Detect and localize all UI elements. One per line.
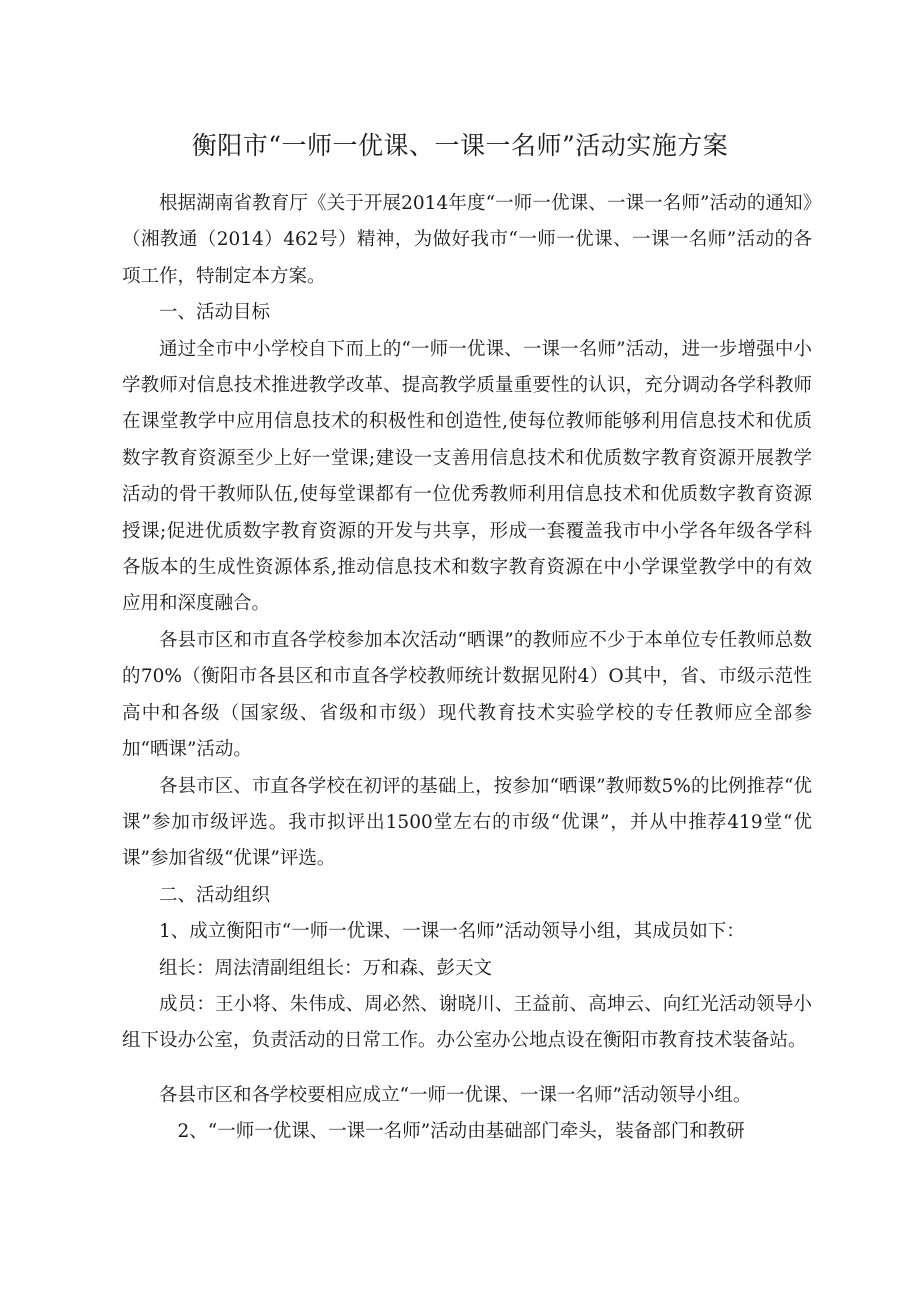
paragraph-goals: 通过全市中小学校自下而上的“一师一优课、一课一名师”活动，进一步增强中小学教师对信息技术推进教学改革、提高教学质量重要性的认识，充分调动各学科教师在课堂教学中应用信息技术的积极性和创造性,使每位教师能够利用信息技术和优质数字教育资源至少上好一堂课;建设一支善用信息技术和优质数字教育资源开展教学活动的骨干教师队伍,使每堂课都有一位优秀教师利用信息技术和优质数字教育资源授课;促进优质数字教育资源的开发与共享，形成一套覆盖我市中小学各年级各学科各版本的生成性资源体系,推动信息技术和数字教育资源在中小学课堂教学中的有效应用和深度融合。: [122, 338, 812, 615]
section-heading-goals: 一、活动目标: [159, 302, 271, 324]
paragraph-group-leaders: 组长：周法清副组组长：万和森、彭天文: [159, 957, 493, 979]
paragraph-members: 成员：王小将、朱伟成、周必然、谢晓川、王益前、高坤云、向红光活动领导小组下设办公室，负责活动的日常工作。办公室办公地点设在衡阳市教育技术装备站。: [122, 993, 812, 1052]
paragraph-departments: 2、“一师一优课、一课一名师”活动由基础部门牵头，装备部门和教研: [177, 1121, 745, 1143]
paragraph-participation: 各县市区和市直各学校参加本次活动“晒课”的教师应不少于本单位专任教师总数的70%（衡阳市各县区和市直各学校教师统计数据见附4）O其中，省、市级示范性高中和各级（国家级、省级和市级）现代教育技术实验学校的专任教师应全部参加“晒课”活动。: [122, 629, 812, 761]
paragraph-intro: 根据湖南省教育厅《关于开展2014年度“一师一优课、一课一名师”活动的通知》（湘教通（2014）462号）精神，为做好我市“一师一优课、一课一名师”活动的各项工作，特制定本方案。: [122, 193, 812, 287]
document-body: [122, 186, 812, 1151]
document-title: 衡阳市“一师一优课、一课一名师”活动实施方案: [191, 131, 729, 160]
paragraph-local-groups: 各县市区和各学校要相应成立“一师一优课、一课一名师”活动领导小组。: [159, 1084, 752, 1106]
section-heading-organization: 二、活动组织: [159, 884, 271, 906]
paragraph-leadership-group: 1、成立衡阳市“一师一优课、一课一名师”活动领导小组，其成员如下：: [159, 921, 745, 943]
paragraph-recommendation: 各县市区、市直各学校在初评的基础上，按参加“晒课”教师数5%的比例推荐“优课”参加市级评选。我市拟评出1500堂左右的市级“优课”，并从中推荐419堂“优课”参加省级“优课”评选。: [122, 775, 812, 870]
